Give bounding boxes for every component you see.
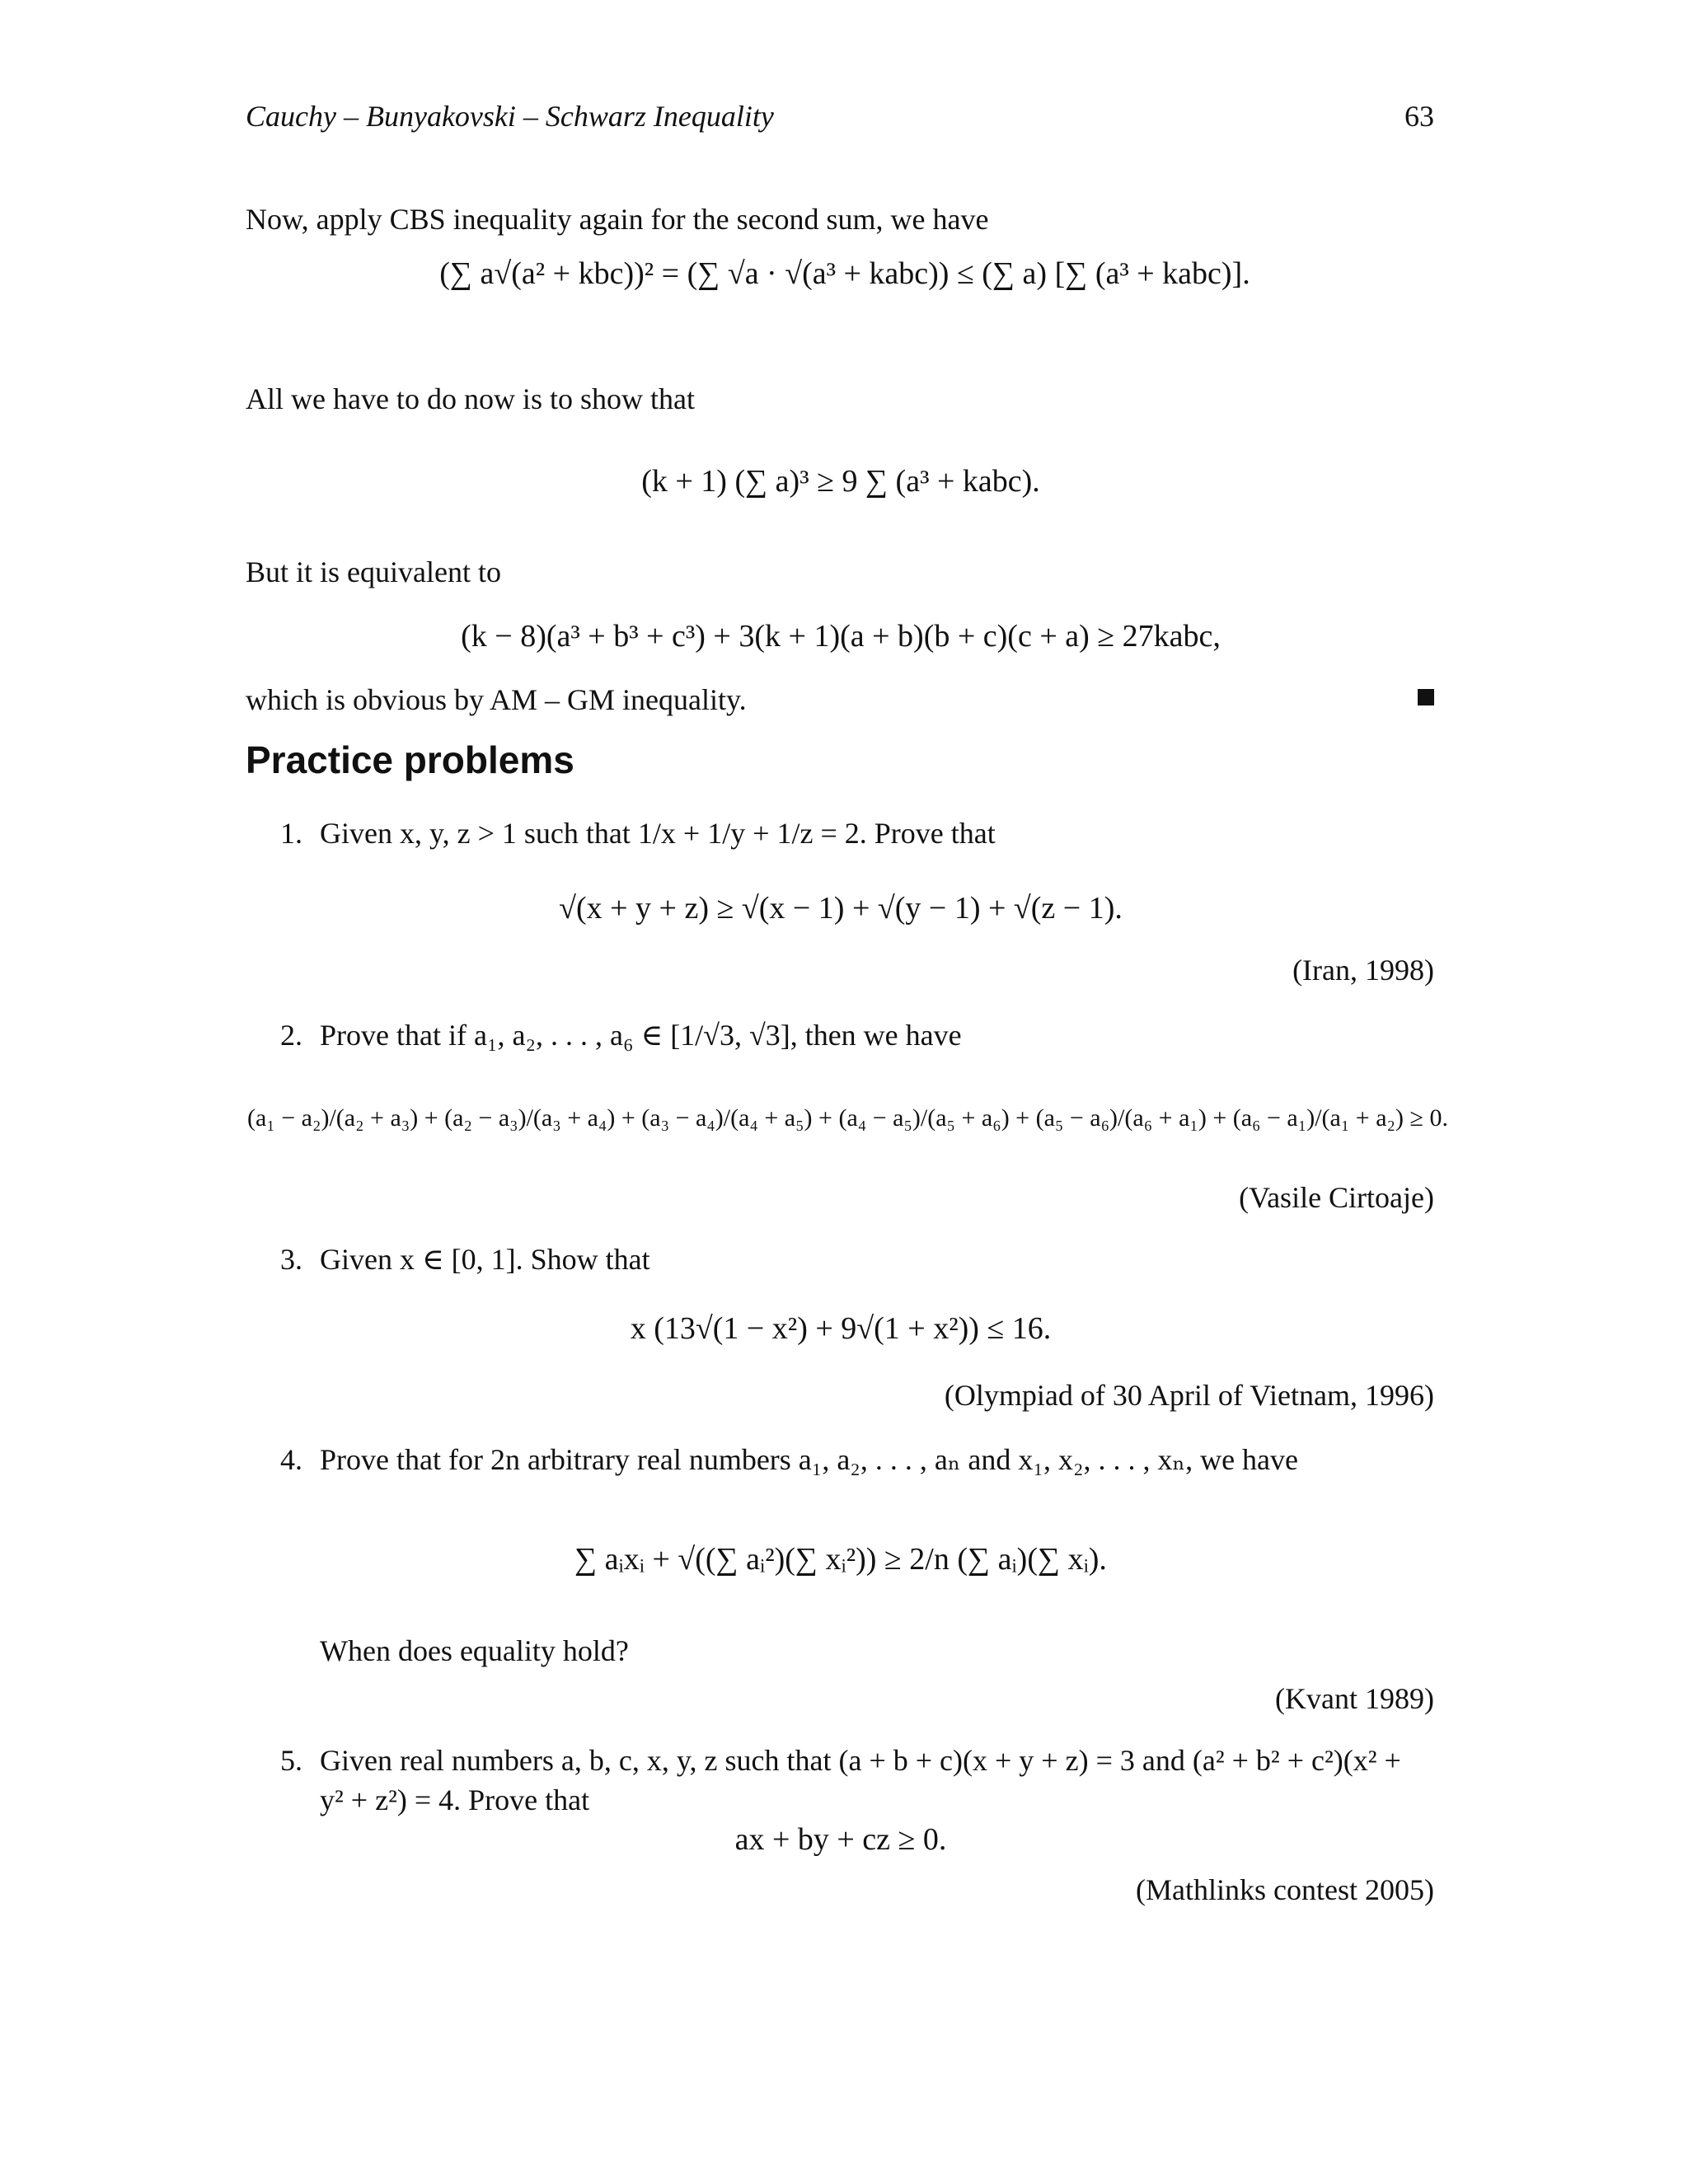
running-header-title: Cauchy – Bunyakovski – Schwarz Inequality xyxy=(246,100,774,133)
intro-paragraph-4: which is obvious by AM – GM inequality. xyxy=(246,683,747,716)
problem-2-formula: (a₁ − a₂)/(a₂ + a₃) + (a₂ − a₃)/(a₃ + a₄) + (a₃ − a₄)/(a₄ + a₅) + (a₄ − a₅)/(a₅ + a₆) + (a₅ − a₆)/(a₆ + a₁) + (a₆ − a₁)/(a₁ + a₂) ≥ 0. xyxy=(247,1104,1448,1132)
problem-5-formula: ax + by + cz ≥ 0. xyxy=(734,1822,947,1857)
problem-1-source: (Iran, 1998) xyxy=(1292,954,1434,987)
problem-4-formula: ∑ aᵢxᵢ + √((∑ aᵢ²)(∑ xᵢ²)) ≥ 2/n (∑ aᵢ)(∑ xᵢ). xyxy=(574,1542,1107,1577)
problem-2-number: 2. xyxy=(280,1019,302,1052)
equation-equivalent: (k − 8)(a³ + b³ + c³) + 3(k + 1)(a + b)(b + c)(c + a) ≥ 27kabc, xyxy=(461,619,1221,654)
problem-3-formula: x (13√(1 − x²) + 9√(1 + x²)) ≤ 16. xyxy=(630,1311,1052,1346)
qed-square-icon xyxy=(1418,689,1434,705)
problem-3-number: 3. xyxy=(280,1243,302,1276)
section-title: Practice problems xyxy=(246,738,574,781)
problem-4-source: (Kvant 1989) xyxy=(1275,1682,1434,1715)
problem-5-number: 5. xyxy=(280,1744,302,1777)
page-number: 63 xyxy=(1404,100,1434,133)
problem-3-source: (Olympiad of 30 April of Vietnam, 1996) xyxy=(944,1379,1434,1412)
problem-4-number: 4. xyxy=(280,1443,302,1476)
equation-cbs-second-sum: (∑ a√(a² + kbc))² = (∑ √a · √(a³ + kabc)) ≤ (∑ a) [∑ (a³ + kabc)]. xyxy=(439,256,1250,291)
problem-4-text: Prove that for 2n arbitrary real numbers a₁, a₂, . . . , aₙ and x₁, x₂, . . . , xₙ, we have xyxy=(320,1443,1298,1476)
problem-1-formula: √(x + y + z) ≥ √(x − 1) + √(y − 1) + √(z − 1). xyxy=(559,891,1123,926)
problem-4-followup: When does equality hold? xyxy=(320,1634,629,1667)
intro-paragraph-3: But it is equivalent to xyxy=(246,555,501,588)
problem-3-text: Given x ∈ [0, 1]. Show that xyxy=(320,1243,650,1276)
problem-2-source: (Vasile Cirtoaje) xyxy=(1239,1181,1434,1214)
problem-5-text: Given real numbers a, b, c, x, y, z such that (a + b + c)(x + y + z) = 3 and (a² + b² + c²)(x² + xyxy=(320,1744,1401,1777)
problem-1-number: 1. xyxy=(280,817,302,850)
problem-5-text-continued: y² + z²) = 4. Prove that xyxy=(320,1783,590,1816)
equation-to-show: (k + 1) (∑ a)³ ≥ 9 ∑ (a³ + kabc). xyxy=(641,464,1040,499)
intro-paragraph-1: Now, apply CBS inequality again for the second sum, we have xyxy=(246,203,989,236)
problem-5-source: (Mathlinks contest 2005) xyxy=(1136,1873,1434,1906)
problem-2-text: Prove that if a₁, a₂, . . . , a₆ ∈ [1/√3, √3], then we have xyxy=(320,1019,962,1052)
intro-paragraph-2: All we have to do now is to show that xyxy=(246,382,695,415)
problem-1-text: Given x, y, z > 1 such that 1/x + 1/y + 1/z = 2. Prove that xyxy=(320,817,996,850)
